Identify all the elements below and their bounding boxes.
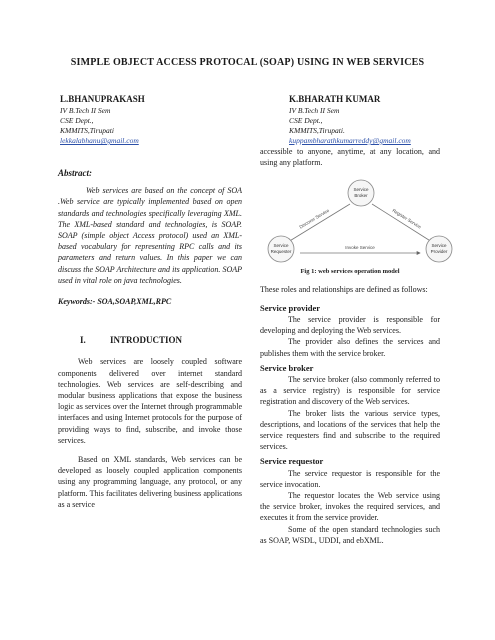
requester-label-2: Requester [270, 249, 292, 255]
author-name: K.BHARATH KUMAR [289, 94, 381, 104]
invoke-label: Invoke Service [345, 245, 375, 251]
author-email-link[interactable]: kuppambharathkumarreddy@gmail.com [289, 136, 411, 145]
continued-paragraph: accessible to anyone, anytime, at any location, and using any platform. [260, 147, 440, 168]
provider-paragraph-1: The service provider is responsible for developing and deploying the Web services. [260, 315, 440, 336]
author-dept: CSE Dept., [289, 116, 323, 125]
author-block-1 [60, 92, 145, 146]
provider-paragraph-2: The provider also defines the services and publishes them with the service broker. [260, 337, 440, 358]
register-label: Register Service [391, 208, 423, 231]
section-title: INTRODUCTION [110, 335, 183, 346]
section-number: I. [80, 335, 86, 346]
service-broker-heading: Service broker [260, 362, 314, 373]
intro-paragraph-1: Web services are loosely coupled software components delivered over internet standard technologies. Web services are self-describing and modular business applications that expose the business logic as services over the Internet through programmable interfaces and using Internet protocols for the purpose of providing ways to find, subscribe, and invoke those services. [58, 357, 242, 445]
requestor-paragraph-2: The requestor locates the Web service using the service broker, invokes the required services, and executes it from the service provider. [260, 491, 440, 523]
section-heading-introduction [58, 335, 242, 346]
requestor-paragraph-3: Some of the open standard technologies such as SOAP, WSDL, UDDI, and ebXML. [260, 524, 440, 545]
left-column [58, 168, 242, 518]
figure-caption: Fig 1: web services operation model [300, 268, 400, 276]
broker-label-2: Broker [354, 193, 368, 199]
web-services-diagram [260, 176, 460, 264]
requester-label-1: Service [273, 243, 289, 249]
author-course: IV B.Tech II Sem [60, 106, 111, 115]
broker-label-1: Service [353, 187, 369, 193]
service-provider-heading: Service provider [260, 302, 321, 313]
paper-title: SIMPLE OBJECT ACCESS PROTOCAL (SOAP) USING IN WEB SERVICES [70, 57, 425, 68]
author-course: IV B.Tech II Sem [289, 106, 340, 115]
provider-label-1: Service [431, 243, 447, 249]
roles-intro: These roles and relationships are defined as follows: [260, 284, 428, 294]
author-college: KMMITS,Tirupati [60, 126, 114, 135]
abstract-heading: Abstract: [58, 168, 93, 178]
keywords: Keywords:- SOA,SOAP,XML,RPC [58, 297, 172, 307]
author-email-link[interactable]: lekkalabhanu@gmail.com [60, 136, 139, 145]
author-block-2 [289, 92, 411, 146]
abstract-body: Web services are based on the concept of SOA .Web service are typically implemented based on open standards and technologies specifically leveraging XML. The XML-based standard and technologies, is SOAP. SOAP (simple object Access protocol) used an XML-based vocabulary for representing RPC calls and its parameters and return values. In this paper we can discuss the SOAP Architecture and its application. SOAP used in vital role on java technologies. [58, 186, 242, 285]
requestor-paragraph-1: The service requestor is responsible for the service invocation. [260, 468, 440, 489]
author-dept: CSE Dept., [60, 116, 94, 125]
author-name: L.BHANUPRAKASH [60, 94, 145, 104]
provider-label-2: Provider [430, 249, 448, 255]
broker-paragraph-2: The broker lists the various service types, descriptions, and locations of the services that help the service requesters find and subscribe to the required services. [260, 408, 440, 452]
author-college: KMMITS,Tirupati. [289, 126, 345, 135]
discover-arrow [288, 204, 350, 242]
service-requestor-heading: Service requestor [260, 456, 324, 467]
register-arrow [372, 204, 432, 242]
broker-paragraph-1: The service broker (also commonly referred to as a service registry) is responsible for service registration and discovery of the Web services. [260, 375, 440, 407]
intro-paragraph-2: Based on XML standards, Web services can be developed as loosely coupled application components using any programming language, any protocol, or any platform. This facilitates delivering business applications as a service [58, 455, 242, 509]
right-column [260, 146, 448, 546]
discover-label: Discover Service [298, 208, 330, 230]
